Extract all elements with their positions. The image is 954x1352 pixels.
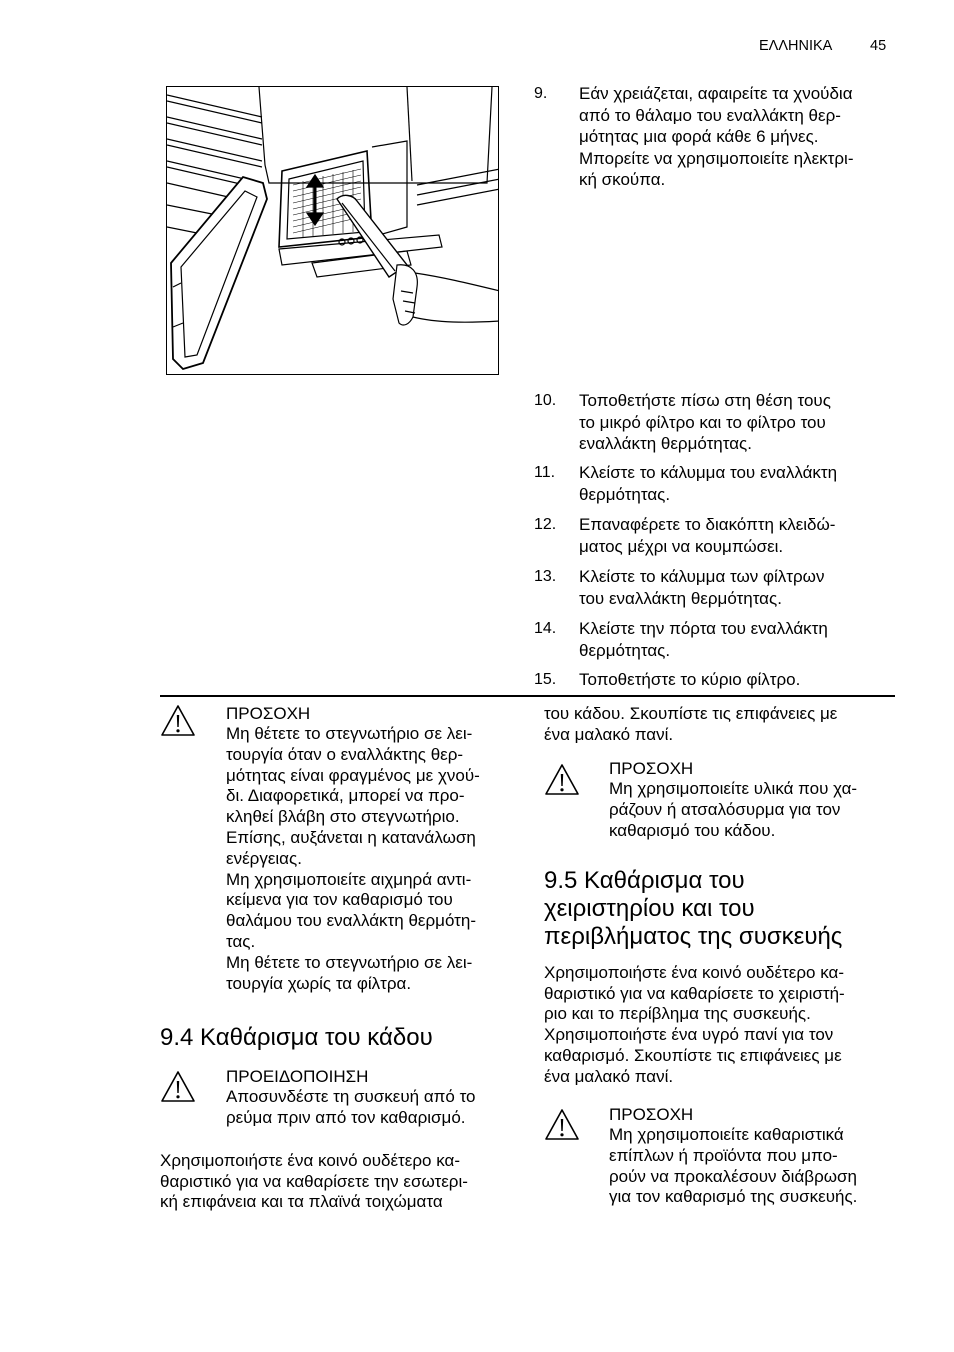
header-language: ΕΛΛΗΝΙΚΑ <box>759 38 833 54</box>
section-title: Καθάρισμα του χειριστηρίου και του περιβλήματος της συσκευής <box>544 867 843 950</box>
control-panel-cleaning-paragraph: Χρησιμοποιήστε ένα κοινό ουδέτερο κα- θαριστικό για να καθαρίσετε το χειριστή- ριο και το περίβλημα της συσκευής. Χρησιμοποιήστε ένα υγρό πανί για τον καθαρισμό. Σκουπίστε τις επιφάνειες με ένα μαλακό πανί. <box>544 963 845 1086</box>
step-text: Εάν χρειάζεται, αφαιρείτε τα χνούδια από το θάλαμο του εναλλάκτη θερ- μότητας μια φορά κάθε 6 μήνες. Μπορείτε να χρησιμοποιείτε ηλεκτρι- κή σκούπα. <box>579 84 854 190</box>
step-11 <box>534 462 894 505</box>
step-15 <box>534 669 894 691</box>
warning-triangle-icon <box>544 1108 580 1142</box>
caution-title: ΠΡΟΣΟΧΗ <box>609 759 694 778</box>
section-heading-9-4 <box>160 1024 433 1052</box>
section-heading-9-5 <box>544 867 904 951</box>
warning-triangle-icon <box>160 1070 196 1104</box>
step-10 <box>534 390 894 455</box>
step-13 <box>534 566 894 609</box>
step-number: 10. <box>534 392 557 409</box>
step-number: 13. <box>534 568 557 585</box>
step-number: 14. <box>534 620 557 637</box>
step-text: Κλείστε το κάλυμμα του εναλλάκτη θερμότητας. <box>579 463 838 504</box>
drum-cleaning-paragraph: Χρησιμοποιήστε ένα κοινό ουδέτερο κα- θαριστικό για να καθαρίσετε την εσωτερι- κή επιφάνεια και τα πλαϊνά τοιχώματα <box>160 1151 468 1212</box>
step-12 <box>534 514 894 557</box>
warning-text: Αποσυνδέστε τη συσκευή από το ρεύμα πριν από τον καθαρισμό. <box>226 1087 476 1127</box>
step-text: Τοποθετήστε το κύριο φίλτρο. <box>579 670 801 689</box>
step-number: 12. <box>534 516 557 533</box>
section-number: 9.5 <box>544 867 578 894</box>
section-divider <box>160 695 895 697</box>
section-number: 9.4 <box>160 1024 194 1051</box>
step-text: Κλείστε το κάλυμμα των φίλτρων του εναλλάκτη θερμότητας. <box>579 567 825 608</box>
step-text: Κλείστε την πόρτα του εναλλάκτη θερμότητας. <box>579 619 828 660</box>
step-text: Τοποθετήστε πίσω στη θέση τους το μικρό φίλτρο και το φίλτρο του εναλλάκτη θερμότητας. <box>579 391 831 454</box>
warning-title: ΠΡΟΕΙΔΟΠΟΙΗΣΗ <box>226 1067 369 1086</box>
caution-text: Μη χρησιμοποιείτε καθαριστικά επίπλων ή προϊόντα που μπο- ρούν να προκαλέσουν διάβρωση για τον καθαρισμό της συσκευής. <box>609 1125 858 1207</box>
caution-title: ΠΡΟΣΟΧΗ <box>609 1105 694 1124</box>
caution-text: Μη χρησιμοποιείτε υλικά που χα- ράζουν ή ατσαλόσυρμα για τον καθαρισμό του κάδου. <box>609 779 858 840</box>
warning-triangle-icon <box>544 763 580 797</box>
drum-cleaning-paragraph-continued: του κάδου. Σκουπίστε τις επιφάνειες με ένα μαλακό πανί. <box>544 704 838 744</box>
heat-exchanger-illustration <box>166 86 499 375</box>
step-14 <box>534 618 894 661</box>
warning-triangle-icon <box>160 704 196 738</box>
caution-text: Μη θέτετε το στεγνωτήριο σε λει- τουργία όταν ο εναλλάκτης θερ- μότητας είναι φραγμένος με χνού- δι. Διαφορετικά, μπορεί να προ- κληθεί βλάβη στο στεγνωτήριο. Επίσης, αυξάνεται η κατανάλωση ενέργειας. Μη χρησιμοποιείτε αιχμηρά αντι- κείμενα για τον καθαρισμό του θαλάμου του εναλλάκτη θερμότη- τας. Μη θέτετε το στεγνωτήριο σε λει- τουργία χωρίς τα φίλτρα. <box>226 724 480 993</box>
step-number: 11. <box>534 464 556 481</box>
step-number: 9. <box>534 85 548 102</box>
page-number: 45 <box>870 38 887 54</box>
step-number: 15. <box>534 671 557 688</box>
step-9 <box>534 83 894 191</box>
section-title: Καθάρισμα του κάδου <box>200 1024 433 1051</box>
caution-title: ΠΡΟΣΟΧΗ <box>226 704 311 723</box>
step-text: Επαναφέρετε το διακόπτη κλειδώ- ματος μέχρι να κουμπώσει. <box>579 515 836 556</box>
